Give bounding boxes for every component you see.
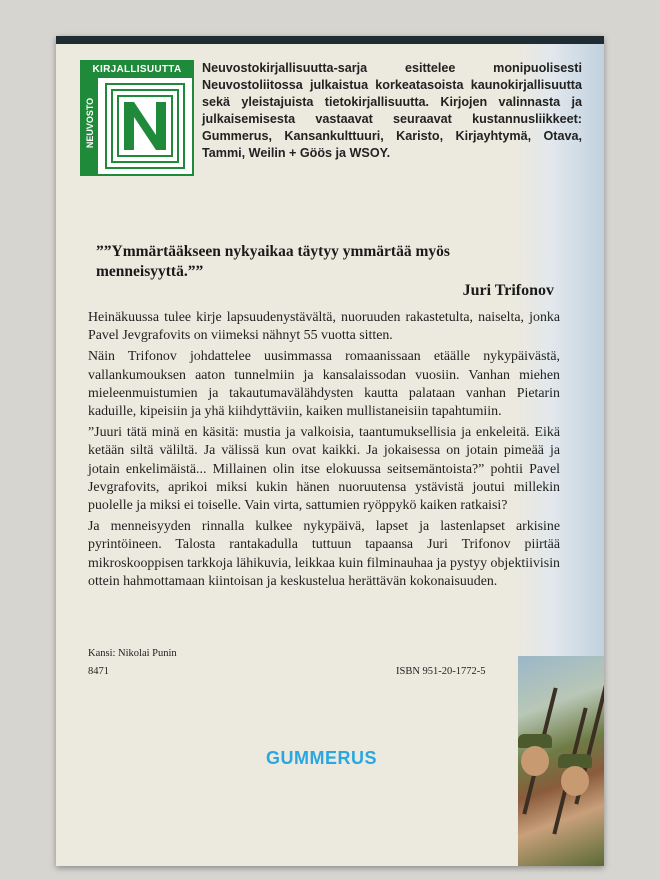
publisher-logo: GUMMERUS: [266, 748, 377, 768]
blurb-paragraph: Heinäkuussa tulee kirje lapsuudenystävältä, nuoruuden rakastetulta, naiselta, jonka Pavel Jevgrafovits on viimeksi nähnyt 55 vuotta sitten.: [88, 310, 560, 344]
blurb-paragraph: Ja menneisyyden rinnalla kulkee nykypäivä, lapset ja lastenlapset arkisine pyrintöineen. Talosta rantakadulla tuttuun tapaansa Juri Trifonov piirtää mikroskooppisen tarkkoja lähikuvia, leikkaa kuin filminauhaa ja pystyy objektiivisin ottein hahmottamaan kiintoisan ja keskustelua herättävän kokonaisuuden.: [88, 519, 560, 589]
blurb-body: [88, 309, 560, 591]
logo-top-text: KIRJALLISUUTTA: [82, 62, 192, 78]
blurb-paragraph: ”Juuri tätä minä en käsitä: mustia ja valkoisia, taantumuksellisia ja enkeleitä. Eikä ketään siltä väliltä. Ja välissä kun ovat kaikki. Ja jokaisessa on jotain pimeää ja jotain enkelimäistä... Millainen olin itse elokuussa seitsemäntoista?” pohtii Pavel Jevgrafovits, aprikoi miksi kukin hänen nuoruutensa ystävistä joutui millekin puolelle ja miksi ei toiselle. Vain virta, sattumien ryöppykö kaiken ratkaisi?: [88, 425, 560, 514]
series-logo: [80, 60, 194, 176]
logo-side-text: NEUVOSTO: [85, 97, 95, 149]
logo-side-bar: [82, 78, 98, 174]
cover-credit: Kansi: Nikolai Punin: [88, 648, 177, 659]
soldier-head: [521, 746, 549, 776]
book-back-cover: [56, 36, 604, 866]
isbn: ISBN 951-20-1772-5: [396, 666, 486, 677]
epigraph-author: Juri Trifonov: [462, 282, 554, 299]
soldier-head: [561, 766, 589, 796]
catalog-code: 8471: [88, 666, 109, 677]
blurb-paragraph: Näin Trifonov johdattelee uusimmassa romaanissaan etäälle nykypäivästä, vallankumouksen aaton tunnelmiin ja kansalaissodan vuosiin. Vanhan miehen mieleenmuistumien ja takautumavälähdysten kautta palataan vanhan Pietarin kaduille, kipeisiin ja yhä kiihdyttäviin, kaiken mullistaneisiin tapahtumiin.: [88, 349, 560, 420]
epigraph-quote: ””Ymmärtääkseen nykyaikaa täytyy ymmärtää myös menneisyyttä.””: [96, 243, 450, 280]
cover-illustration-soldiers: [518, 656, 604, 866]
logo-n-mark: [104, 82, 186, 170]
series-description: Neuvostokirjallisuutta-sarja esittelee monipuolisesti Neuvostoliitossa julkaistua korkeatasoista kaunokirjallisuutta sekä yleistajuista tietokirjallisuutta. Kirjojen valinnasta ja julkaisemisesta vastaavat seuraavat kustannusliikkeet: Gummerus, Kansankulttuuri, Karisto, Kirjayhtymä, Otava, Tammi, Weilin + Göös ja WSOY.: [202, 61, 582, 160]
